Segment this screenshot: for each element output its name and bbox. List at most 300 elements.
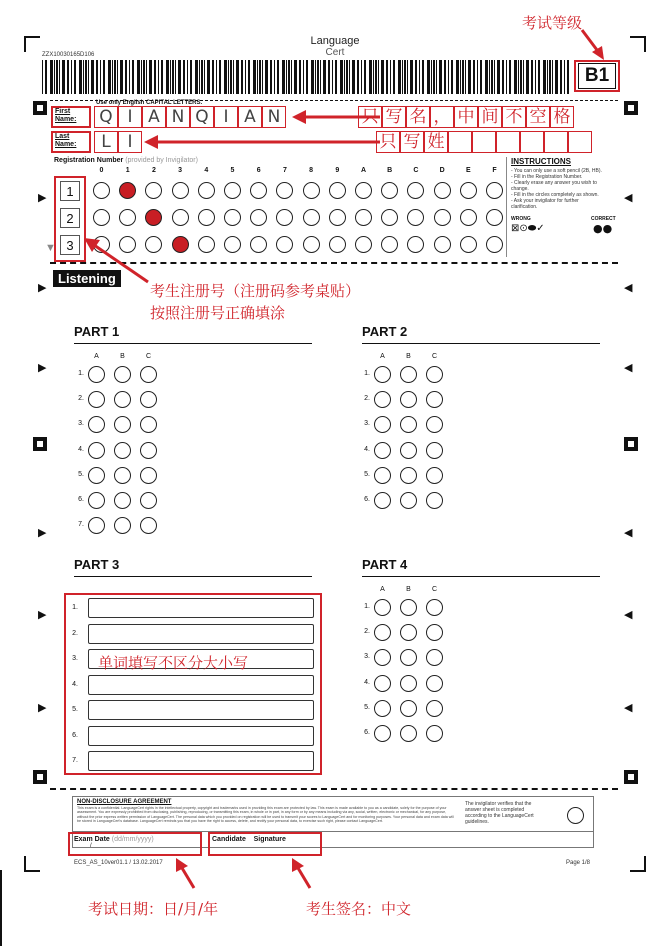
answer-bubble[interactable]: [114, 391, 131, 408]
answer-bubble[interactable]: [426, 467, 443, 484]
barcode-bar: [494, 60, 495, 94]
registration-bubble[interactable]: [329, 209, 346, 226]
instructions-box: [506, 157, 616, 257]
timing-mark-right: ◀: [624, 282, 633, 294]
registration-row-label: [60, 181, 80, 201]
barcode-bar: [108, 60, 111, 94]
barcode-bar: [520, 60, 522, 94]
registration-bubble[interactable]: [355, 182, 372, 199]
note-cell: 不: [502, 106, 526, 128]
registration-bubble[interactable]: [198, 182, 215, 199]
registration-bubble[interactable]: [460, 182, 477, 199]
exam-date-format: (dd/mm/yyyy): [111, 836, 154, 843]
note-cell: 姓: [424, 131, 448, 153]
answer-bubble[interactable]: [374, 467, 391, 484]
signature-label: Signature: [253, 836, 286, 843]
letter-cell-empty[interactable]: [568, 131, 592, 153]
letter-cell-empty[interactable]: [448, 131, 472, 153]
answer-bubble[interactable]: [88, 416, 105, 433]
registration-bubble[interactable]: [224, 209, 241, 226]
question-number: 7.: [78, 521, 84, 529]
barcode-bar: [288, 60, 290, 94]
barcode-bar: [352, 60, 355, 94]
barcode-bar: [228, 60, 229, 94]
barcode-bar: [282, 60, 285, 94]
answer-bubble[interactable]: [114, 517, 131, 534]
part2-title: PART 2: [362, 324, 600, 344]
signature-arrow: [288, 856, 318, 892]
answer-bubble[interactable]: [400, 700, 417, 717]
note-cell: 格: [550, 106, 574, 128]
corner-marker-top-right: [624, 101, 638, 115]
barcode-bar: [85, 60, 87, 94]
registration-bubble[interactable]: [303, 209, 320, 226]
signature-field[interactable]: [212, 836, 286, 843]
answer-bubble[interactable]: [140, 492, 157, 509]
answer-bubble[interactable]: [374, 391, 391, 408]
barcode-bar: [340, 60, 343, 94]
registration-arrow: [82, 236, 152, 286]
answer-bubble[interactable]: [400, 467, 417, 484]
answer-bubble[interactable]: [374, 599, 391, 616]
answer-bubble[interactable]: [374, 675, 391, 692]
registration-bubble[interactable]: [381, 236, 398, 253]
barcode-bar: [402, 60, 403, 94]
barcode-bar: [489, 60, 490, 94]
barcode-bar: [270, 60, 272, 94]
corner-marker-mid-right: [624, 437, 638, 451]
answer-text-field[interactable]: [88, 624, 314, 644]
barcode-bar: [431, 60, 432, 94]
registration-row-label: [60, 208, 80, 228]
correct-examples-icon: ●●: [593, 222, 613, 235]
registration-bubble[interactable]: [119, 182, 136, 199]
barcode-bar: [433, 60, 435, 94]
answer-bubble[interactable]: [140, 416, 157, 433]
timing-mark-right: ◀: [624, 609, 633, 621]
timing-mark-left: ▶: [38, 192, 47, 204]
page-number: Page 1/8: [566, 860, 591, 866]
answer-bubble[interactable]: [374, 366, 391, 383]
answer-bubble[interactable]: [140, 442, 157, 459]
nda-title: NON-DISCLOSURE AGREEMENT: [77, 799, 172, 805]
question-number: 1.: [364, 603, 370, 610]
question-number: 3.: [364, 420, 370, 428]
registration-bubble[interactable]: [198, 209, 215, 226]
option-label: C: [431, 586, 438, 593]
barcode-bar: [195, 60, 198, 94]
barcode-bar: [462, 60, 464, 94]
barcode-bar: [166, 60, 169, 94]
invigilator-text: The invigilator verifies that the answer sheet is completed according to the LanguageCert guidelines.: [465, 801, 534, 825]
capital-letters-note: Use only English CAPITAL LETTERS.: [96, 100, 203, 106]
answer-bubble[interactable]: [374, 416, 391, 433]
answer-bubble[interactable]: [88, 391, 105, 408]
exam-date-label: Exam Date: [74, 836, 110, 843]
version-text: ECS_AS_10ver01.1 / 13.02.2017: [74, 860, 163, 866]
registration-bubble[interactable]: [119, 209, 136, 226]
letter-cell[interactable]: Q: [190, 106, 214, 128]
answer-bubble[interactable]: [426, 700, 443, 717]
registration-bubble[interactable]: [434, 236, 451, 253]
letter-cell[interactable]: I: [118, 131, 142, 153]
option-label: B: [406, 353, 411, 360]
brand-line2: Cert: [325, 47, 345, 58]
registration-bubble[interactable]: [250, 182, 267, 199]
registration-bubble[interactable]: [93, 209, 110, 226]
barcode-bar: [201, 60, 203, 94]
question-number: 1.: [364, 370, 370, 377]
barcode-bar: [523, 60, 524, 94]
letter-cell-empty[interactable]: [520, 131, 544, 153]
first-name-letter-cells: [94, 106, 286, 127]
answer-bubble[interactable]: [400, 366, 417, 383]
answer-bubble[interactable]: [140, 366, 157, 383]
registration-bubble[interactable]: [276, 182, 293, 199]
last-name-label: [55, 133, 76, 149]
answer-bubble[interactable]: [374, 442, 391, 459]
barcode-bar: [172, 60, 174, 94]
nda-text: This exam is a confidential. LanguageCert rights in the intellectual property, copyright and trademarks used in providing this exam are protected by law. This exam is made available to you as a candidate, solely for the purpose of your assessment. You are expressly prohibited from disclosing, publishing, reproducing, or transmitting this exam, in whole or in part, in any form or by any means including via any, social, written, electronic or mechanical, for any purpose, without the prior express written permission of LanguageCert. The personal data which you provided on registration will be used to transmit your scores to LanguageCert and for monitoring purposes. Your personal data and exam data will be stored in LanguageCert's database. LanguageCert reminds you that you have the right to access, delete, and rectify your personal data, to exercise such right, please contact LanguageCert.: [77, 806, 454, 824]
answer-bubble[interactable]: [400, 416, 417, 433]
answer-bubble[interactable]: [400, 725, 417, 742]
section-label-listening: Listening: [53, 270, 121, 287]
barcode-bar: [390, 60, 391, 94]
answer-bubble[interactable]: [426, 391, 443, 408]
barcode-bar: [199, 60, 200, 94]
barcode-bar: [241, 60, 243, 94]
answer-bubble[interactable]: [426, 649, 443, 666]
barcode-bar: [183, 60, 185, 94]
registration-bubble[interactable]: [303, 236, 320, 253]
instruction-line: - Clearly erase any answer you wish to: [511, 180, 597, 186]
letter-cell-empty[interactable]: [544, 131, 568, 153]
barcode-bar: [552, 60, 553, 94]
barcode-bar: [248, 60, 250, 94]
note-cell: 名: [406, 106, 430, 128]
barcode-bar: [190, 60, 192, 94]
timing-mark-left: ▶: [38, 702, 47, 714]
answer-text-field[interactable]: [88, 726, 314, 746]
registration-bubble[interactable]: [355, 209, 372, 226]
registration-column-label: 7: [282, 167, 287, 174]
barcode-bar: [364, 60, 366, 94]
note-cell: ，: [430, 106, 454, 128]
letter-cell-empty[interactable]: [472, 131, 496, 153]
instruction-line: - You can only use a soft pencil (2B, HB).: [511, 168, 602, 174]
question-number: 5.: [78, 470, 84, 478]
level-inner: [578, 63, 616, 89]
note-cell: 中: [454, 106, 478, 128]
answer-bubble[interactable]: [400, 599, 417, 616]
barcode-bar: [291, 60, 292, 94]
answer-bubble[interactable]: [400, 649, 417, 666]
registration-bubble[interactable]: [460, 236, 477, 253]
answer-bubble[interactable]: [140, 467, 157, 484]
barcode-bar: [357, 60, 359, 94]
barcode-bar: [112, 60, 113, 94]
barcode-bar: [344, 60, 345, 94]
registration-column-label: B: [387, 167, 393, 174]
timing-mark-left: ▶: [38, 609, 47, 621]
barcode-bar: [125, 60, 127, 94]
barcode-bar: [224, 60, 227, 94]
registration-bubble[interactable]: [172, 209, 189, 226]
registration-column-label: 5: [230, 167, 235, 174]
barcode-bar: [114, 60, 116, 94]
registration-subtitle: (provided by Invigilator): [125, 157, 198, 164]
registration-title-text: Registration Number: [54, 157, 124, 164]
answer-text-field[interactable]: [88, 598, 314, 618]
question-number: 4.: [78, 445, 84, 453]
answer-bubble[interactable]: [88, 517, 105, 534]
barcode-bar: [56, 60, 58, 94]
barcode-bar: [386, 60, 388, 94]
exam-date-field[interactable]: [74, 836, 154, 849]
barcode-bar: [83, 60, 84, 94]
answer-bubble[interactable]: [426, 442, 443, 459]
answer-bubble[interactable]: [400, 442, 417, 459]
barcode-bar: [369, 60, 372, 94]
registration-bubble[interactable]: [93, 182, 110, 199]
answer-bubble[interactable]: [374, 700, 391, 717]
sheet-code: ZZX10030165D106: [42, 52, 95, 58]
registration-annotation-line1: 考生注册号（注册码参考桌贴）: [150, 282, 361, 300]
question-number: 6.: [364, 496, 370, 503]
answer-bubble[interactable]: [114, 492, 131, 509]
barcode-bar: [219, 60, 221, 94]
answer-text-field[interactable]: [88, 700, 314, 720]
answer-bubble[interactable]: [426, 416, 443, 433]
answer-bubble[interactable]: [426, 624, 443, 641]
answer-bubble[interactable]: [426, 492, 443, 509]
barcode-bar: [170, 60, 171, 94]
barcode-bar: [277, 60, 279, 94]
barcode-bar: [262, 60, 263, 94]
timing-mark-left: ▶: [38, 282, 47, 294]
answer-bubble[interactable]: [400, 492, 417, 509]
barcode-bar: [468, 60, 471, 94]
barcode-bar: [187, 60, 188, 94]
registration-bubble[interactable]: [303, 182, 320, 199]
registration-bubble[interactable]: [434, 182, 451, 199]
answer-bubble[interactable]: [374, 624, 391, 641]
barcode-bar: [129, 60, 130, 94]
registration-bubble[interactable]: [329, 236, 346, 253]
note-cell: 写: [400, 131, 424, 153]
barcode-bar: [204, 60, 205, 94]
note-cell: 写: [382, 106, 406, 128]
answer-bubble[interactable]: [374, 649, 391, 666]
registration-column-label: E: [465, 167, 471, 174]
answer-bubble[interactable]: [400, 624, 417, 641]
barcode-bar: [375, 60, 377, 94]
bottom-rule: [50, 788, 618, 790]
level-value: B1: [584, 65, 610, 86]
wrong-label: WRONG: [511, 216, 531, 222]
corner-marker-bottom-left: [33, 770, 47, 784]
registration-bubble[interactable]: [145, 182, 162, 199]
corner-marker-mid-left: [33, 437, 47, 451]
registration-column-label: 4: [204, 167, 209, 174]
registration-bubble[interactable]: [460, 209, 477, 226]
wrong-examples-icon: ⊠⊙⬬✓: [511, 223, 545, 234]
instruction-line: change.: [511, 186, 529, 192]
answer-bubble[interactable]: [426, 366, 443, 383]
question-number: 2.: [364, 395, 370, 403]
registration-bubble[interactable]: [145, 209, 162, 226]
letter-cell[interactable]: N: [166, 106, 190, 128]
exam-level-annotation: 考试等级: [522, 14, 583, 32]
letter-cell[interactable]: A: [142, 106, 166, 128]
answer-bubble[interactable]: [426, 725, 443, 742]
barcode-bar: [506, 60, 507, 94]
question-number: 3.: [364, 653, 370, 661]
registration-column-label: 9: [335, 167, 340, 174]
registration-bubble[interactable]: [276, 236, 293, 253]
registration-bubble[interactable]: [250, 209, 267, 226]
registration-bubble[interactable]: [224, 182, 241, 199]
barcode-bar: [175, 60, 176, 94]
registration-bubble[interactable]: [329, 182, 346, 199]
letter-cell[interactable]: I: [118, 106, 142, 128]
barcode-bar: [378, 60, 379, 94]
registration-column-label: 2: [151, 167, 156, 174]
answer-bubble[interactable]: [400, 391, 417, 408]
invigilator-verify-bubble[interactable]: [567, 807, 584, 824]
answer-bubble[interactable]: [114, 467, 131, 484]
barcode-bar: [216, 60, 217, 94]
barcode-bar: [451, 60, 453, 94]
last-name-letter-cells: [94, 131, 142, 152]
barcode-bar: [404, 60, 406, 94]
answer-bubble[interactable]: [88, 442, 105, 459]
option-label: B: [406, 586, 411, 593]
barcode-bar: [444, 60, 446, 94]
letter-cell[interactable]: L: [94, 131, 118, 153]
last-name-arrow: [142, 134, 382, 150]
barcode-bar: [373, 60, 374, 94]
registration-bubble[interactable]: [407, 236, 424, 253]
barcode-bar: [207, 60, 210, 94]
letter-cell[interactable]: A: [238, 106, 262, 128]
answer-bubble[interactable]: [88, 366, 105, 383]
barcode-bar: [564, 60, 565, 94]
registration-bubble[interactable]: [198, 236, 215, 253]
answer-bubble[interactable]: [400, 675, 417, 692]
last-name-note-cells: [376, 131, 448, 152]
answer-bubble[interactable]: [114, 416, 131, 433]
answer-text-field[interactable]: [88, 675, 314, 695]
last-name-label-2: Name:: [55, 141, 77, 148]
answer-bubble[interactable]: [88, 492, 105, 509]
answer-text-field[interactable]: [88, 751, 314, 771]
barcode-bar: [253, 60, 256, 94]
corner-bracket-top-right: [630, 36, 646, 52]
barcode-bar: [149, 60, 152, 94]
barcode-bar: [45, 60, 47, 94]
barcode-bar: [422, 60, 424, 94]
registration-bubble[interactable]: [486, 182, 503, 199]
registration-bubble[interactable]: [434, 209, 451, 226]
question-number: 5.: [72, 706, 78, 713]
barcode: [42, 60, 570, 94]
barcode-bar: [91, 60, 94, 94]
answer-bubble[interactable]: [426, 675, 443, 692]
answer-bubble[interactable]: [374, 492, 391, 509]
answer-bubble[interactable]: [88, 467, 105, 484]
registration-bubble[interactable]: [407, 182, 424, 199]
barcode-bar: [502, 60, 504, 94]
barcode-bar: [146, 60, 147, 94]
registration-bubble[interactable]: [381, 209, 398, 226]
registration-bubble[interactable]: [172, 236, 189, 253]
registration-bubble[interactable]: [486, 236, 503, 253]
instruction-line: clarification.: [511, 204, 538, 210]
registration-bubble[interactable]: [224, 236, 241, 253]
barcode-bar: [299, 60, 301, 94]
timing-mark-right: ◀: [624, 192, 633, 204]
letter-cell[interactable]: N: [262, 106, 286, 128]
registration-bubble[interactable]: [381, 182, 398, 199]
answer-bubble[interactable]: [426, 599, 443, 616]
exam-date-arrow: [172, 856, 202, 892]
answer-bubble[interactable]: [140, 517, 157, 534]
letter-cell[interactable]: Q: [94, 106, 118, 128]
barcode-bar: [143, 60, 145, 94]
registration-row-number: 2: [66, 211, 74, 226]
barcode-bar: [439, 60, 442, 94]
registration-bubble[interactable]: [250, 236, 267, 253]
corner-marker-top-left: [33, 101, 47, 115]
barcode-bar: [212, 60, 214, 94]
option-label: A: [94, 353, 99, 360]
answer-bubble[interactable]: [114, 442, 131, 459]
page-edge-left: [0, 870, 2, 946]
instruction-line: - Fill in the circles completely as shown.: [511, 192, 599, 198]
registration-bubble[interactable]: [172, 182, 189, 199]
barcode-bar: [549, 60, 551, 94]
registration-bubble[interactable]: [407, 209, 424, 226]
barcode-bar: [50, 60, 53, 94]
option-label: C: [145, 353, 152, 360]
barcode-bar: [286, 60, 287, 94]
question-number: 2.: [78, 395, 84, 403]
registration-column-label: 3: [178, 167, 183, 174]
instruction-line: - Fill in the Registration Number.: [511, 174, 583, 180]
corner-bracket-bottom-left: [24, 856, 40, 872]
answer-bubble[interactable]: [374, 725, 391, 742]
timing-mark-left: ▶: [38, 362, 47, 374]
registration-title: [54, 157, 198, 164]
barcode-bar: [465, 60, 466, 94]
barcode-bar: [161, 60, 163, 94]
letter-cell-empty[interactable]: [496, 131, 520, 153]
barcode-bar: [407, 60, 408, 94]
brand-line1: Language: [310, 35, 360, 47]
registration-bubble[interactable]: [276, 209, 293, 226]
barcode-bar: [120, 60, 123, 94]
question-number: 4.: [364, 445, 370, 453]
letter-cell[interactable]: I: [214, 106, 238, 128]
answer-bubble[interactable]: [114, 366, 131, 383]
answer-bubble[interactable]: [140, 391, 157, 408]
last-name-tail-cells: [448, 131, 592, 148]
registration-bubble[interactable]: [355, 236, 372, 253]
registration-bubble[interactable]: [486, 209, 503, 226]
first-name-label: [55, 108, 76, 124]
exam-date-slash: /: [90, 843, 92, 849]
